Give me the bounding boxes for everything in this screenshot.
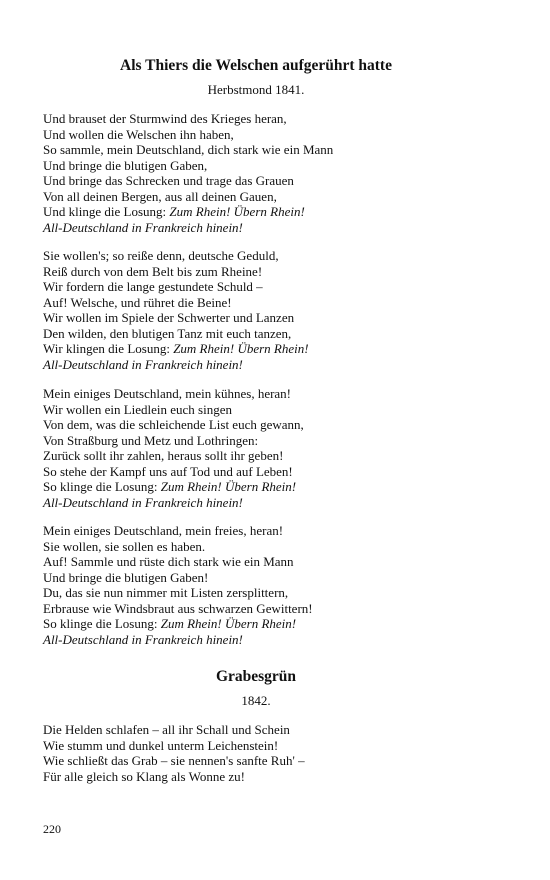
verse-text: Und wollen die Welschen ihn haben,: [43, 126, 234, 142]
verse-line: [43, 601, 513, 617]
verse-refrain: All-Deutschland in Frankreich hinein!: [43, 494, 243, 510]
verse-line: [43, 341, 513, 357]
stanza: [43, 722, 513, 784]
verse-text: Wie schließt das Grab – sie nennen's sanfte Ruh' –: [43, 753, 305, 768]
verse-line: [43, 127, 513, 143]
verse-line: [43, 173, 513, 189]
verse-text: Wir wollen im Spiele der Schwerter und Lanzen: [43, 310, 295, 325]
verse-line: [43, 632, 513, 648]
verse-line: [43, 722, 513, 738]
verse-line: [43, 523, 513, 539]
verse-line: [43, 495, 513, 511]
poem-title: Als Thiers die Welschen aufgerührt hatte: [120, 57, 392, 74]
verse-text: Wir wollen ein Liedlein euch singen: [43, 401, 233, 417]
verse-refrain: All-Deutschland in Frankreich hinein!: [43, 356, 243, 372]
verse-line: [43, 570, 513, 586]
verse-line: [43, 248, 513, 264]
verse-text: Und bringe die blutigen Gaben!: [43, 569, 209, 585]
verse-refrain: Zum Rhein! Übern Rhein!: [160, 616, 297, 631]
verse-line: [43, 326, 513, 342]
verse-line: [43, 616, 513, 632]
stanza: [43, 111, 513, 235]
verse-text: Zurück sollt ihr zahlen, heraus sollt ihr geben!: [43, 448, 284, 463]
stanza: [43, 523, 513, 647]
verse-line: [43, 585, 513, 601]
poem-date: Herbstmond 1841.: [207, 82, 305, 97]
verse-text: Und bringe das Schrecken und trage das Grauen: [43, 173, 294, 188]
verse-refrain: Zum Rhein! Übern Rhein!: [160, 479, 297, 494]
verse-text: So stehe der Kampf uns auf Tod und auf Leben!: [43, 463, 293, 479]
verse-line: [43, 479, 513, 495]
verse-text: So klinge die Losung:: [43, 616, 161, 631]
verse-line: [43, 417, 513, 433]
verse-text: So klinge die Losung:: [43, 479, 161, 494]
verse-line: [43, 264, 513, 280]
verse-line: [43, 769, 513, 785]
poem-date: 1842.: [241, 693, 271, 708]
verse-refrain: Zum Rhein! Übern Rhein!: [173, 341, 309, 356]
verse-text: Reiß durch von dem Belt bis zum Rheine!: [43, 263, 263, 279]
verse-line: [43, 539, 513, 555]
verse-refrain: Zum Rhein! Übern Rhein!: [169, 204, 305, 219]
stanza: [43, 386, 513, 510]
verse-text: Und bringe die blutigen Gaben,: [43, 157, 208, 173]
verse-line: [43, 554, 513, 570]
verse-line: [43, 279, 513, 295]
stanza: [43, 248, 513, 372]
verse-line: [43, 357, 513, 373]
verse-line: [43, 448, 513, 464]
verse-text: Die Helden schlafen – all ihr Schall und Schein: [43, 722, 290, 737]
verse-line: [43, 464, 513, 480]
verse-line: [43, 158, 513, 174]
verse-line: [43, 142, 513, 158]
verse-text: Den wilden, den blutigen Tanz mit euch tanzen,: [43, 325, 292, 341]
verse-text: Wir klingen die Losung:: [43, 341, 174, 356]
verse-line: [43, 220, 513, 236]
poem-title: Grabesgrün: [215, 668, 297, 685]
verse-text: Wie stumm und dunkel unterm Leichenstein!: [43, 737, 279, 753]
verse-line: [43, 310, 513, 326]
verse-line: [43, 295, 513, 311]
verse-line: [43, 738, 513, 754]
verse-text: Mein einiges Deutschland, mein freies, heran!: [43, 523, 284, 538]
verse-text: Wir fordern die lange gestundete Schuld –: [43, 279, 263, 294]
verse-line: [43, 204, 513, 220]
verse-text: Sie wollen, sie sollen es haben.: [43, 538, 206, 554]
verse-text: So sammle, mein Deutschland, dich stark wie ein Mann: [43, 142, 334, 157]
verse-text: Und brauset der Sturmwind des Krieges heran,: [43, 111, 287, 126]
verse-text: Auf! Welsche, und rühret die Beine!: [43, 294, 232, 310]
verse-text: Von all deinen Bergen, aus all deinen Gauen,: [43, 188, 277, 204]
verse-refrain: All-Deutschland in Frankreich hinein!: [43, 219, 243, 235]
verse-text: Und klinge die Losung:: [43, 204, 170, 219]
verse-line: [43, 111, 513, 127]
verse-text: Erbrause wie Windsbraut aus schwarzen Gewittern!: [43, 600, 313, 616]
verse-text: Auf! Sammle und rüste dich stark wie ein Mann: [43, 554, 294, 569]
verse-text: Mein einiges Deutschland, mein kühnes, heran!: [43, 386, 292, 401]
verse-refrain: All-Deutschland in Frankreich hinein!: [43, 631, 243, 647]
verse-line: [43, 753, 513, 769]
verse-text: Du, das sie nun nimmer mit Listen zersplittern,: [43, 585, 289, 600]
verse-text: Sie wollen's; so reiße denn, deutsche Geduld,: [43, 248, 279, 263]
verse-text: Von Straßburg und Metz und Lothringen:: [43, 432, 259, 448]
verse-line: [43, 386, 513, 402]
page-number: 220: [43, 822, 61, 836]
verse-text: Von dem, was die schleichende List euch gewann,: [43, 417, 304, 432]
verse-text: Für alle gleich so Klang als Wonne zu!: [43, 768, 245, 784]
verse-line: [43, 402, 513, 418]
verse-line: [43, 433, 513, 449]
verse-line: [43, 189, 513, 205]
